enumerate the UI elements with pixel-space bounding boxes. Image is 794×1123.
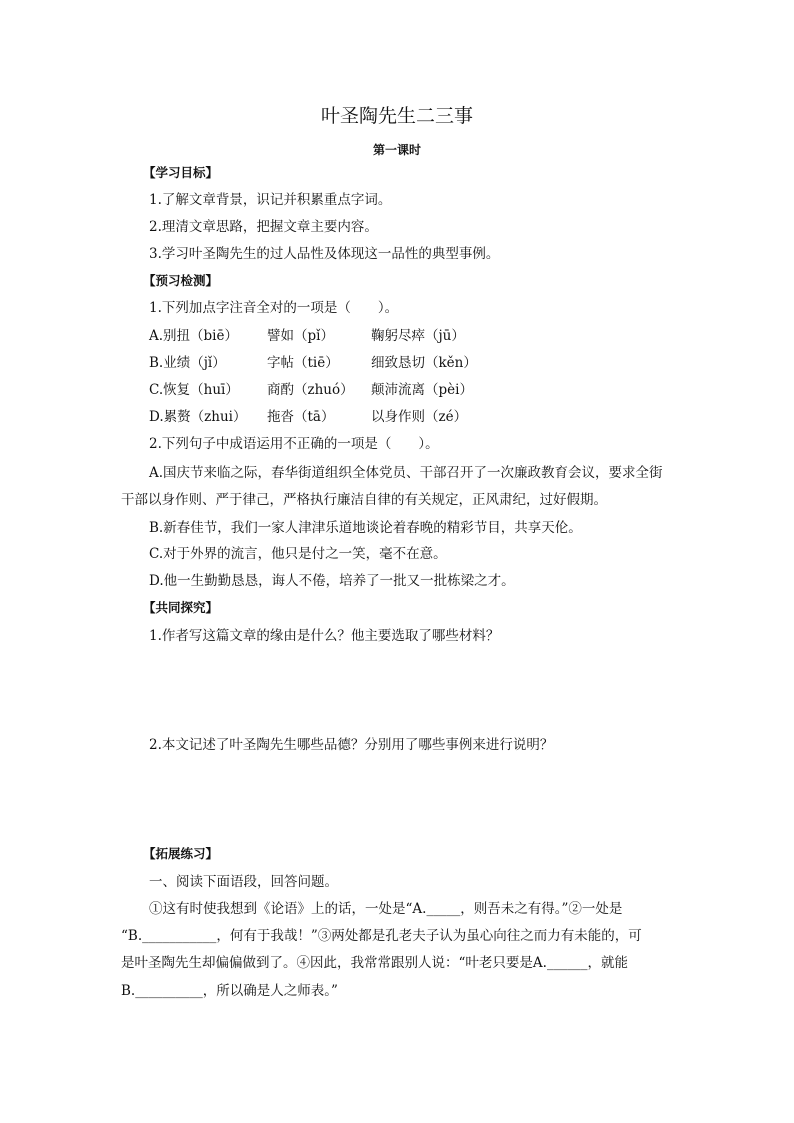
option-a-word-2: 譬如（pǐ） bbox=[267, 328, 334, 344]
option-a-word-3: 鞠躬尽瘁（jū） bbox=[371, 328, 465, 344]
question-2-stem: 2.下列句子中成语运用不正确的一项是（ ）。 bbox=[149, 436, 439, 452]
passage-line: “B.___________，何有于我哉！”③两处都是孔老夫子认为虽心向往之而力有未能的，可 bbox=[121, 928, 642, 944]
page-subtitle: 第一课时 bbox=[372, 143, 421, 157]
question-2-option-a-line-1: A.国庆节来临之际，春华街道组织全体党员、干部召开了一次廉政教育会议，要求全街 bbox=[149, 465, 663, 481]
explore-question-2: 2.本文记述了叶圣陶先生哪些品德？分别用了哪些事例来进行说明？ bbox=[149, 737, 554, 753]
option-a-word-1: A.别扭（biē） bbox=[149, 328, 238, 344]
question-2-option-d: D.他一生勤勤恳恳，诲人不倦，培养了一批又一批栋梁之才。 bbox=[149, 573, 515, 589]
option-d-word-3: 以身作则（zé） bbox=[371, 409, 468, 425]
objectives-heading: 【学习目标】 bbox=[143, 165, 219, 180]
option-c-word-1: C.恢复（huī） bbox=[149, 382, 239, 398]
preview-heading: 【预习检测】 bbox=[143, 273, 219, 288]
objective-item: 2.理清文章思路，把握文章主要内容。 bbox=[149, 219, 378, 235]
question-2-option-b: B.新春佳节，我们一家人津津乐道地谈论着春晚的精彩节目，共享天伦。 bbox=[149, 520, 582, 536]
explore-question-1: 1.作者写这篇文章的缘由是什么？他主要选取了哪些材料？ bbox=[149, 628, 500, 644]
option-d-word-1: D.累赘（zhui） bbox=[149, 409, 247, 425]
page-title: 叶圣陶先生二三事 bbox=[320, 105, 473, 127]
passage-line: ①这有时使我想到《论语》上的话，一处是“A._____，则吾未之有得。”②一处是 bbox=[149, 901, 623, 917]
extend-heading: 【拓展练习】 bbox=[143, 846, 219, 861]
extend-intro: 一、阅读下面语段，回答问题。 bbox=[149, 874, 338, 890]
option-d-word-2: 拖沓（tā） bbox=[267, 409, 335, 425]
question-1-stem: 1.下列加点字注音全对的一项是（ ）。 bbox=[149, 300, 399, 316]
objective-item: 3.学习叶圣陶先生的过人品性及体现这一品性的典型事例。 bbox=[149, 246, 500, 262]
question-2-option-a-line-2: 干部以身作则、严于律己，严格执行廉洁自律的有关规定，正风肃纪，过好假期。 bbox=[121, 492, 607, 508]
option-c-word-2: 商酌（zhuó） bbox=[267, 382, 354, 398]
question-2-option-c: C.对于外界的流言，他只是付之一笑，毫不在意。 bbox=[149, 546, 447, 562]
passage-line: B.__________，所以确是人之师表。” bbox=[121, 983, 338, 999]
passage-line: 是叶圣陶先生却偏偏做到了。④因此，我常常跟别人说：“叶老只要是A.______，就能 bbox=[121, 955, 628, 971]
option-b-word-1: B.业绩（jǐ） bbox=[149, 355, 226, 371]
option-b-word-2: 字帖（tiē） bbox=[267, 355, 339, 371]
option-b-word-3: 细致恳切（kěn） bbox=[371, 355, 477, 371]
objective-item: 1.了解文章背景，识记并积累重点字词。 bbox=[149, 192, 392, 208]
option-c-word-3: 颠沛流离（pèi） bbox=[371, 382, 473, 398]
explore-heading: 【共同探究】 bbox=[143, 600, 219, 615]
